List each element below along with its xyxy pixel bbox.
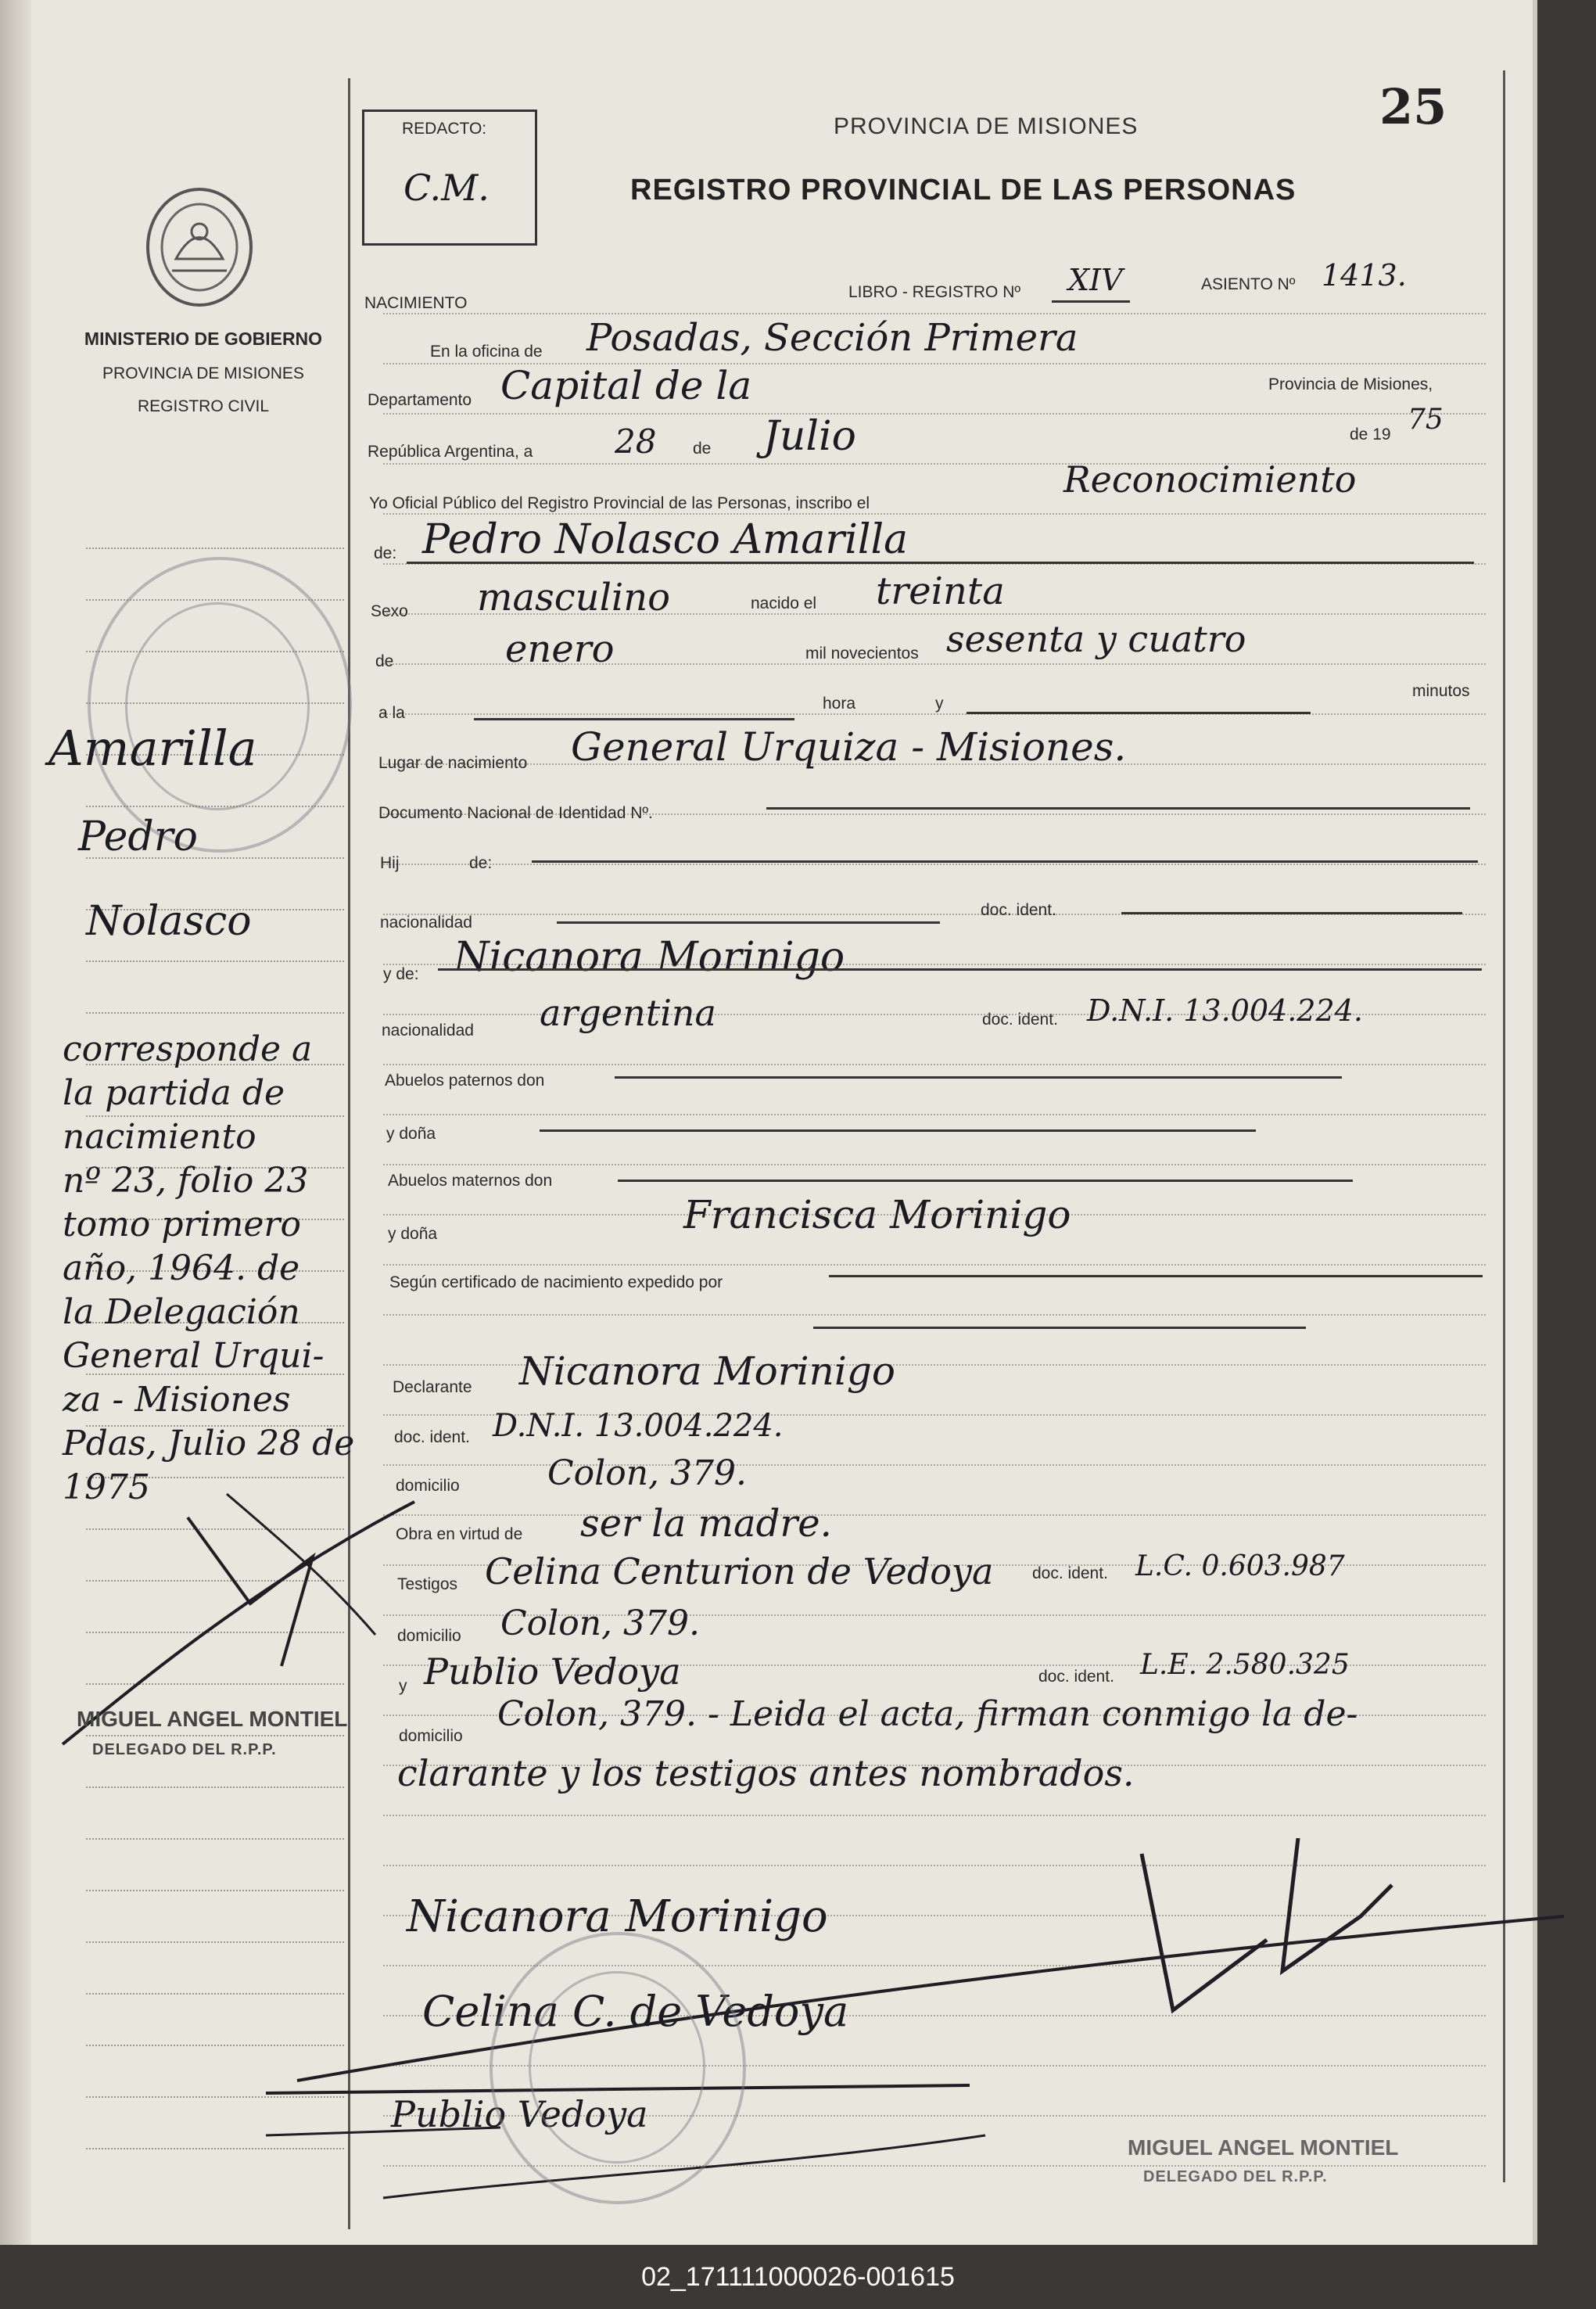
margin-note-line: año, 1964. de	[63, 1248, 300, 1288]
a-la-label: a la	[378, 704, 405, 722]
form-ruled-line	[383, 1314, 1486, 1316]
abuelos-paternos-label: Abuelos paternos don	[385, 1072, 545, 1090]
margin-ruled-line	[86, 548, 344, 549]
form-ruled-line	[383, 1815, 1486, 1816]
abuelos-maternos-label: Abuelos maternos don	[388, 1172, 553, 1190]
form-type: NACIMIENTO	[364, 294, 468, 312]
form-ruled-line	[383, 1514, 1486, 1516]
margin-note-line: corresponde a	[63, 1029, 313, 1069]
ministry-province: PROVINCIA DE MISIONES	[102, 364, 304, 382]
dni-label: Documento Nacional de Identidad Nº.	[378, 804, 653, 822]
declarante-label: Declarante	[393, 1378, 472, 1396]
margin-ruled-line	[86, 1012, 344, 1014]
oficial-value: Reconocimiento	[1063, 458, 1357, 501]
margin-note-line: la Delegación	[63, 1292, 300, 1332]
doc-ident3-value: D.N.I. 13.004.224.	[493, 1408, 784, 1444]
doc-ident5-label: doc. ident.	[1038, 1668, 1114, 1686]
departamento-value: Capital de la	[500, 363, 752, 408]
nacionalidad2-label: nacionalidad	[382, 1022, 474, 1040]
minutos-label: minutos	[1412, 682, 1470, 700]
margin-signature	[47, 1400, 454, 1760]
province-heading: PROVINCIA DE MISIONES	[834, 113, 1139, 139]
bottom-delegate-role: DELEGADO DEL R.P.P.	[1143, 2168, 1328, 2185]
redacto-value: C.M.	[403, 167, 490, 209]
registry-stamp-inner	[125, 602, 310, 810]
oficial-label: Yo Oficial Público del Registro Provincial de las Personas, inscribo el	[369, 494, 870, 512]
ministry-name: MINISTERIO DE GOBIERNO	[84, 329, 323, 349]
persona-line	[407, 562, 1474, 564]
sexo-value: masculino	[477, 576, 671, 619]
redacto-box	[362, 110, 537, 246]
nacionalidad-label: nacionalidad	[380, 914, 472, 932]
form-ruled-line	[383, 713, 1486, 715]
lugar-value: General Urquiza - Misiones.	[571, 724, 1127, 770]
doc-ident-line	[1121, 912, 1462, 914]
madre-value: Nicanora Morinigo	[454, 934, 845, 981]
domicilio-value: Colon, 379.	[547, 1453, 747, 1493]
de2-label: de	[375, 652, 394, 670]
obra-label: Obra en virtud de	[396, 1525, 523, 1543]
madre-line	[438, 968, 1482, 971]
y-dona-line	[540, 1129, 1256, 1132]
lugar-label: Lugar de nacimiento	[378, 754, 528, 772]
domicilio2-label: domicilio	[397, 1627, 461, 1645]
testigos-label: Testigos	[397, 1575, 458, 1593]
bottom-delegate-name: MIGUEL ANGEL MONTIEL	[1128, 2135, 1399, 2160]
ministry-registry: REGISTRO CIVIL	[137, 397, 270, 415]
mes-value: Julio	[763, 413, 856, 460]
certificado-label: Según certificado de nacimiento expedido por	[389, 1273, 723, 1291]
doc-ident2-label: doc. ident.	[982, 1011, 1058, 1029]
declarante-value: Nicanora Morinigo	[519, 1348, 895, 1394]
margin-note-line: nacimiento	[63, 1117, 256, 1157]
margin-note-line: za - Misiones	[63, 1380, 291, 1420]
persona-label: de:	[374, 544, 397, 562]
de-label: de	[693, 440, 712, 458]
testigo1-value: Celina Centurion de Vedoya	[485, 1550, 994, 1593]
mes-nac-value: enero	[505, 627, 615, 671]
registry-title: REGISTRO PROVINCIAL DE LAS PERSONAS	[630, 174, 1297, 206]
nacionalidad2-value: argentina	[540, 992, 716, 1034]
y-label: y	[935, 695, 944, 713]
domicilio2-value: Colon, 379.	[500, 1603, 700, 1643]
oficina-value: Posadas, Sección Primera	[586, 316, 1078, 360]
form-ruled-line	[383, 1064, 1486, 1065]
certificado-line-2	[813, 1327, 1306, 1329]
libro-line	[1052, 300, 1130, 303]
y-dona-label: y doña	[386, 1125, 436, 1143]
form-ruled-line	[383, 513, 1486, 515]
asiento-value: 1413.	[1322, 258, 1407, 293]
dia-value: 28	[615, 422, 657, 461]
doc-ident-label: doc. ident.	[981, 901, 1056, 919]
form-ruled-line	[383, 313, 1486, 314]
y-de-label: y de:	[383, 965, 419, 983]
signature-testigo1: Celina C. de Vedoya	[422, 1987, 849, 2036]
y2-label: y	[399, 1677, 407, 1695]
oficina-label: En la oficina de	[430, 343, 543, 361]
domicilio3-label: domicilio	[399, 1727, 463, 1745]
binding-edge	[0, 0, 31, 2245]
mil-value: sesenta y cuatro	[946, 618, 1246, 660]
margin-name-2: Nolasco	[86, 898, 252, 945]
margin-note-line: Pdas, Julio 28 de	[63, 1424, 355, 1463]
abuelos-paternos-line	[615, 1076, 1342, 1079]
doc-ident4-label: doc. ident.	[1032, 1564, 1108, 1582]
domicilio3-value: Colon, 379. - Leida el acta, firman conmigo la de-	[497, 1694, 1358, 1734]
mil-label: mil novecientos	[805, 645, 919, 663]
domicilio-label: domicilio	[396, 1477, 460, 1495]
form-ruled-line	[383, 1164, 1486, 1165]
abuela-materna-value: Francisca Morinigo	[683, 1192, 1071, 1237]
hijo-label: Hij	[380, 854, 400, 872]
margin-note-line: tomo primero	[63, 1205, 301, 1244]
departamento-label: Departamento	[368, 391, 472, 409]
margin-surname: Amarilla	[48, 720, 257, 777]
doc-ident3-label: doc. ident.	[394, 1428, 470, 1446]
anio-label: de 19	[1350, 426, 1391, 443]
signature-declarante: Nicanora Morinigo	[407, 1891, 828, 1942]
minutos-line	[967, 712, 1311, 714]
y-dona2-label: y doña	[388, 1225, 438, 1243]
form-ruled-line	[383, 1114, 1486, 1115]
nacido-label: nacido el	[751, 594, 817, 612]
form-ruled-line	[383, 1264, 1486, 1266]
republica-label: República Argentina, a	[368, 443, 533, 461]
hijo-de-label: de:	[469, 854, 493, 872]
libro-label: LIBRO - REGISTRO Nº	[848, 283, 1021, 301]
hijo-line	[532, 860, 1478, 863]
redacto-label: REDACTO:	[402, 120, 487, 138]
provincia-label: Provincia de Misiones,	[1268, 375, 1433, 393]
closing-value: clarante y los testigos antes nombrados.	[397, 1752, 1135, 1794]
margin-note-line: nº 23, folio 23	[63, 1161, 309, 1201]
bottom-stamp-inner	[529, 1971, 705, 2164]
margin-note-line: la partida de	[63, 1073, 285, 1113]
form-ruled-line	[383, 864, 1486, 865]
asiento-label: ASIENTO Nº	[1201, 275, 1296, 293]
dni-line	[766, 807, 1470, 810]
margin-ruled-line	[86, 1787, 344, 1788]
nacido-value: treinta	[876, 569, 1005, 613]
margin-name-1: Pedro	[78, 813, 198, 860]
official-signature	[266, 1838, 1564, 2229]
libro-value: XIV	[1068, 263, 1123, 297]
testigo2-value: Publio Vedoya	[424, 1650, 681, 1693]
sexo-label: Sexo	[371, 602, 408, 620]
margin-note-line: General Urqui-	[63, 1336, 325, 1376]
page-number: 25	[1379, 78, 1447, 135]
signature-testigo2: Publio Vedoya	[391, 2093, 648, 2135]
margin-note-line: 1975	[63, 1467, 150, 1507]
caption-bar	[0, 2245, 1596, 2309]
nacionalidad-line	[557, 921, 940, 924]
form-ruled-line	[383, 413, 1486, 415]
hora-label: hora	[823, 695, 856, 713]
doc-ident5-value: L.E. 2.580.325	[1140, 1649, 1350, 1681]
certificado-line	[829, 1275, 1483, 1277]
persona-value: Pedro Nolasco Amarilla	[422, 516, 909, 563]
doc-ident4-value: L.C. 0.603.987	[1135, 1550, 1345, 1582]
margin-delegate-name: MIGUEL ANGEL MONTIEL	[77, 1707, 348, 1731]
obra-value: ser la madre.	[580, 1502, 832, 1546]
margin-delegate-role: DELEGADO DEL R.P.P.	[92, 1741, 277, 1758]
caption-text: 02_171111000026-001615	[641, 2262, 955, 2292]
a-la-line	[474, 718, 794, 720]
abuelos-maternos-line	[618, 1180, 1353, 1182]
anio-value: 75	[1408, 404, 1444, 436]
margin-ruled-line	[86, 961, 344, 962]
doc-ident2-value: D.N.I. 13.004.224.	[1087, 993, 1363, 1028]
ministry-seal-icon	[141, 185, 258, 310]
